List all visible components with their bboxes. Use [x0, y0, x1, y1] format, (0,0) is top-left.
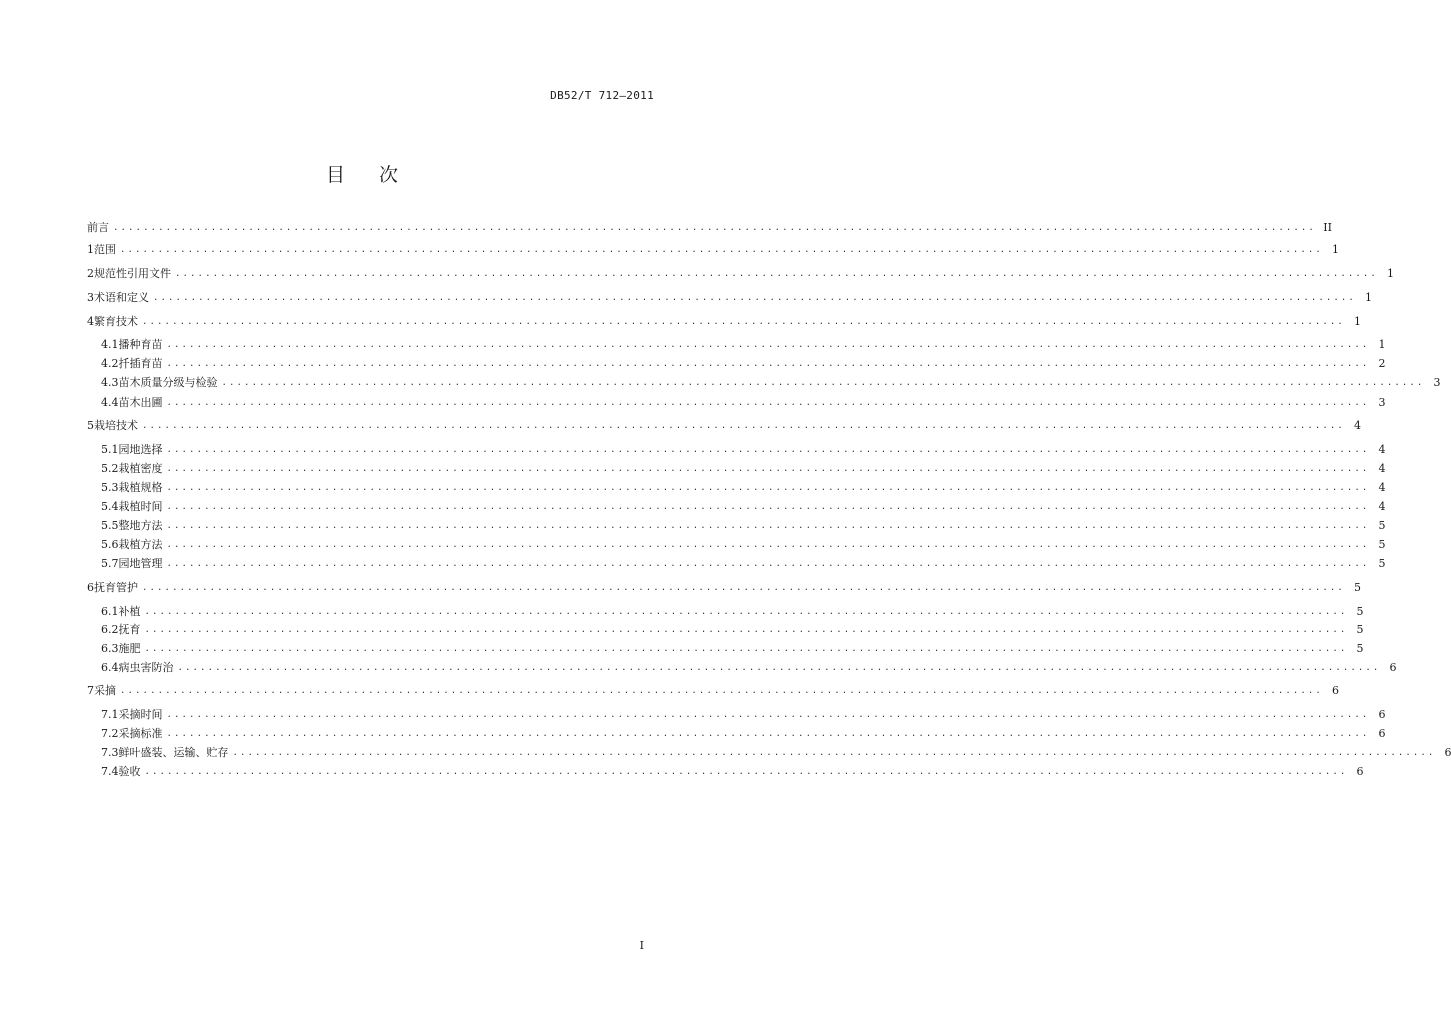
- toc-entry-number: 7.4: [101, 765, 119, 778]
- toc-entry-page: 5: [1378, 519, 1386, 532]
- toc-entry-number: 5.2: [101, 462, 119, 475]
- toc-entry-number: 3: [87, 291, 94, 304]
- toc-entry-title: 扦插育苗: [118, 357, 163, 370]
- dot-leader: ................................................................................................................................................................: [144, 607, 1348, 617]
- toc-entry-number: 4.2: [101, 357, 119, 370]
- toc-entry-number: 4.4: [101, 396, 119, 409]
- toc-entry[interactable]: [101, 557, 1386, 571]
- toc-entry-page: 6: [1378, 708, 1386, 721]
- toc-entry-page: 6: [1389, 661, 1397, 674]
- toc-entry-page: 1: [1353, 315, 1361, 328]
- toc-entry-title: 栽植方法: [118, 538, 163, 551]
- dot-leader: ................................................................................................................................................................: [144, 767, 1348, 777]
- toc-entry-title: 抚育管护: [94, 581, 138, 594]
- toc-entry[interactable]: [87, 684, 1339, 698]
- toc-entry[interactable]: [101, 538, 1386, 552]
- toc-entry[interactable]: [87, 581, 1361, 595]
- toc-entry[interactable]: [101, 376, 1441, 390]
- dot-leader: ................................................................................................................................................................: [166, 464, 1370, 474]
- standard-code: DB52/T 712—2011: [550, 89, 654, 102]
- toc-entry-number: 4: [87, 315, 94, 328]
- toc-entry-page: 5: [1378, 557, 1386, 570]
- dot-leader: ................................................................................................................................................................: [144, 625, 1348, 635]
- toc-entry-number: 5: [87, 419, 94, 432]
- toc-entry[interactable]: [101, 661, 1397, 675]
- toc-entry-title: 采摘标准: [118, 727, 163, 740]
- toc-entry[interactable]: [101, 338, 1386, 352]
- toc-entry-title: 苗木出圃: [118, 396, 163, 409]
- toc-entry-page: 3: [1378, 396, 1386, 409]
- toc-entry-title: 范围: [94, 243, 116, 256]
- toc-entry-title: 病虫害防治: [118, 661, 174, 674]
- toc-entry[interactable]: [87, 291, 1372, 305]
- dot-leader: ................................................................................................................................................................: [166, 359, 1370, 369]
- toc-entry-title: 繁育技术: [94, 315, 138, 328]
- dot-leader: ................................................................................................................................................................: [120, 245, 1323, 255]
- toc-entry[interactable]: [87, 267, 1394, 281]
- toc-entry-number: 2: [87, 267, 94, 280]
- toc-entry-page: 1: [1386, 267, 1394, 280]
- dot-leader: ................................................................................................................................................................: [142, 583, 1345, 593]
- toc-entry[interactable]: [101, 746, 1451, 760]
- toc-entry-page: 5: [1378, 538, 1386, 551]
- toc-entry[interactable]: [87, 419, 1361, 433]
- dot-leader: ................................................................................................................................................................: [166, 340, 1370, 350]
- toc-entry-title: 采摘时间: [118, 708, 163, 721]
- toc-entry-title: 鲜叶盛装、运输、贮存: [118, 746, 229, 759]
- dot-leader: ................................................................................................................................................................: [153, 293, 1356, 303]
- dot-leader: ................................................................................................................................................................: [144, 644, 1348, 654]
- toc-entry-page: 6: [1444, 746, 1451, 759]
- toc-entry-title: 采摘: [94, 684, 116, 697]
- dot-leader: ................................................................................................................................................................: [166, 559, 1370, 569]
- toc-entry-title: 栽植密度: [118, 462, 163, 475]
- dot-leader: ................................................................................................................................................................: [166, 483, 1370, 493]
- dot-leader: ................................................................................................................................................................: [166, 502, 1370, 512]
- toc-entry-title: 园地管理: [118, 557, 163, 570]
- dot-leader: ................................................................................................................................................................: [221, 378, 1425, 388]
- toc-entry-number: 1: [87, 243, 94, 256]
- toc-entry-title: 栽植规格: [118, 481, 163, 494]
- dot-leader: ................................................................................................................................................................: [113, 223, 1316, 233]
- toc-entry-page: 4: [1378, 462, 1386, 475]
- toc-entry-number: 6.3: [101, 642, 119, 655]
- toc-entry[interactable]: [101, 519, 1386, 533]
- toc-entry-title: 播种育苗: [118, 338, 163, 351]
- toc-entry-page: 5: [1353, 581, 1361, 594]
- toc-entry-page: 3: [1433, 376, 1441, 389]
- dot-leader: ................................................................................................................................................................: [166, 521, 1370, 531]
- toc-entry-number: 6.2: [101, 623, 119, 636]
- toc-entry[interactable]: [101, 605, 1364, 619]
- toc-entry-page: 1: [1331, 243, 1339, 256]
- dot-leader: ................................................................................................................................................................: [232, 748, 1436, 758]
- toc-entry-title: 前言: [87, 221, 109, 234]
- toc-entry-number: 5.6: [101, 538, 119, 551]
- toc-entry-number: 5.3: [101, 481, 119, 494]
- toc-entry-number: 5.4: [101, 500, 119, 513]
- toc-entry-page: 1: [1364, 291, 1372, 304]
- toc-entry-page: 4: [1378, 443, 1386, 456]
- toc-entry-number: 6: [87, 581, 94, 594]
- toc-entry-title: 规范性引用文件: [94, 267, 171, 280]
- toc-entry-number: 4.1: [101, 338, 119, 351]
- toc-entry-title: 施肥: [118, 642, 141, 655]
- dot-leader: ................................................................................................................................................................: [166, 445, 1370, 455]
- dot-leader: ................................................................................................................................................................: [120, 686, 1323, 696]
- toc-entry-title: 术语和定义: [94, 291, 149, 304]
- toc-entry-page: 6: [1378, 727, 1386, 740]
- toc-entry[interactable]: [101, 727, 1386, 741]
- dot-leader: ................................................................................................................................................................: [166, 729, 1370, 739]
- toc-entry[interactable]: [101, 396, 1386, 410]
- toc-entry-number: 7.1: [101, 708, 119, 721]
- toc-entry-number: 7.3: [101, 746, 119, 759]
- toc-entry-title: 栽植时间: [118, 500, 163, 513]
- toc-entry-number: 6.1: [101, 605, 119, 618]
- toc-entry-number: 5.5: [101, 519, 119, 532]
- toc-entry[interactable]: [101, 443, 1386, 457]
- toc-entry-page: 4: [1353, 419, 1361, 432]
- toc-entry-page: 1: [1378, 338, 1386, 351]
- toc-entry[interactable]: [101, 623, 1364, 637]
- toc-entry-page: II: [1323, 221, 1332, 234]
- dot-leader: ................................................................................................................................................................: [175, 269, 1378, 279]
- toc-entry[interactable]: [101, 500, 1386, 514]
- footer-page-number: I: [639, 939, 644, 952]
- dot-leader: ................................................................................................................................................................: [166, 540, 1370, 550]
- toc-entry-page: 5: [1356, 623, 1364, 636]
- toc-entry[interactable]: [101, 462, 1386, 476]
- toc-entry-title: 栽培技术: [94, 419, 138, 432]
- toc-entry-number: 6.4: [101, 661, 119, 674]
- toc-entry-page: 5: [1356, 642, 1364, 655]
- toc-entry[interactable]: [87, 315, 1361, 329]
- dot-leader: ................................................................................................................................................................: [166, 710, 1370, 720]
- toc-entry[interactable]: [101, 765, 1364, 779]
- toc-entry-number: 7.2: [101, 727, 119, 740]
- dot-leader: ................................................................................................................................................................: [166, 398, 1370, 408]
- toc-entry-number: 7: [87, 684, 94, 697]
- toc-entry-number: 4.3: [101, 376, 119, 389]
- dot-leader: ................................................................................................................................................................: [142, 421, 1345, 431]
- toc-entry[interactable]: [87, 243, 1339, 257]
- toc-entry[interactable]: [101, 481, 1386, 495]
- toc-title-char-1: 目: [325, 164, 345, 186]
- toc-entry-page: 4: [1378, 481, 1386, 494]
- toc-entry-page: 4: [1378, 500, 1386, 513]
- dot-leader: ................................................................................................................................................................: [142, 317, 1345, 327]
- toc-entry[interactable]: [87, 221, 1332, 235]
- toc-entry-page: 2: [1378, 357, 1386, 370]
- toc-entry-title: 整地方法: [118, 519, 163, 532]
- toc-entry-title: 苗木质量分级与检验: [118, 376, 218, 389]
- toc-entry-title: 验收: [118, 765, 141, 778]
- toc-entry[interactable]: [101, 642, 1364, 656]
- toc-entry-title: 补植: [118, 605, 141, 618]
- toc-entry-page: 6: [1331, 684, 1339, 697]
- toc-entry-title: 抚育: [118, 623, 141, 636]
- toc-entry-title: 园地选择: [118, 443, 163, 456]
- toc-entry-number: 5.7: [101, 557, 119, 570]
- toc-entry[interactable]: [101, 708, 1386, 722]
- toc-entry-number: 5.1: [101, 443, 119, 456]
- dot-leader: ................................................................................................................................................................: [177, 663, 1381, 673]
- toc-entry-page: 5: [1356, 605, 1364, 618]
- toc-title-char-2: 次: [379, 164, 399, 186]
- toc-entry-page: 6: [1356, 765, 1364, 778]
- toc-entry[interactable]: [101, 357, 1386, 371]
